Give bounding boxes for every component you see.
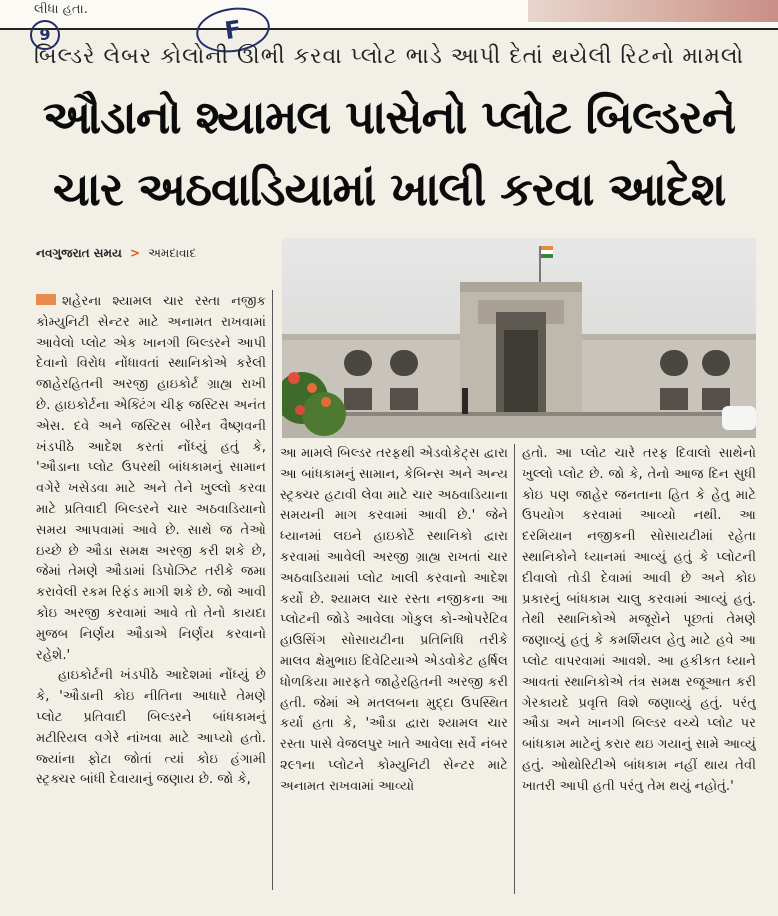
previous-photo-edge <box>528 0 778 22</box>
byline-source: નવગુજરાત સમય <box>36 246 122 260</box>
previous-story-tail: લીધા હતા. <box>34 2 88 17</box>
high-court-photo <box>282 238 756 438</box>
byline <box>36 246 196 261</box>
previous-story-strip <box>0 0 778 30</box>
article-column-2 <box>280 444 508 896</box>
page-number: 9 <box>39 25 51 44</box>
letter-mark-text: F <box>222 14 244 46</box>
column-1-paragraph-2: હાઇકોર્ટની ખંડપીઠે આદેશમાં નોંધ્યું છે કે, 'ઔડાની કોઇ નીતિના આધારે તેમણે પ્લોટ પ્રતિવાદી બિલ્ડરને બાંધકામનું મટીરિયલ વગેરે નાંખવા માટે આપ્યો હતો. જ્યાંના ફોટા જોતાં ત્યાં કોઇ હંગામી સ્ટ્રક્ચર બાંધી દેવાયાનું જણાય છે. જો કે, <box>36 668 266 788</box>
article-column-3 <box>522 444 756 896</box>
column-2-paragraph-1: આ મામલે બિલ્ડર તરફથી એડવોકેટ્સ દ્વારા આ બાંધકામનું સામાન, કેબિન્સ અને અન્ય સ્ટ્રક્ચર હટાવી લેવા માટે ચાર અઠવાડિયાના સમયની માગ કરવામાં આવી છે.' જેને ધ્યાનમાં લઇને હાઇકોર્ટે સ્થાનિકો દ્વારા કરવામાં આવેલી અરજી ગ્રાહ્ય રાખતાં ચાર અઠવાડિયામાં પ્લોટ ખાલી કરવાનો આદેશ કર્યો છે. શ્યામલ ચાર રસ્તા નજીકના આ પ્લોટની જોડે આવેલા ગોકુલ કો-ઓપરેટિવ હાઉસિંગ સોસાયટીના પ્રતિનિધિ તરીકે માલવ ક્ષેમુભાઇ દિવેટિયાએ એડવોકેટ હર્ષિલ ધોળકિયા મારફતે જાહેરહિતની અરજી કરી હતી. જેમાં એ મતલબના મુદ્દા ઉપસ્થિત કર્યા હતા કે, 'ઔડા દ્વારા શ્યામલ ચાર રસ્તા પાસે વેજલપુર ખાતે આવેલા સર્વે નંબર ૨૯૧ના પ્લોટને કોમ્યુનિટી સેન્ટર માટે અનામત રાખવામાં આવ્યો <box>280 446 508 794</box>
story-start-marker <box>36 294 56 305</box>
high-court-building-illustration <box>282 238 756 438</box>
headline-line-2: ચાર અઠવાડિયામાં ખાલી કરવા આદેશ <box>52 162 726 216</box>
headline-line-1: ઔડાનો શ્યામલ પાસેનો પ્લોટ બિલ્ડરને <box>42 90 736 144</box>
byline-city: અમદાવાદ <box>148 246 197 260</box>
kicker: બિલ્ડરે લેબર કોલોની ઊભી કરવા પ્લોટ ભાડે આપી દેતાં થયેલી રિટનો મામલો <box>33 44 745 69</box>
column-3-paragraph-1: હતો. આ પ્લોટ ચારે તરફ દિવાલો સાથેનો ખુલ્લો પ્લોટ છે. જો કે, તેનો આજ દિન સુધી કોઇ પણ જાહેર જનતાના હિત કે હેતુ માટે ઉપયોગ કરવામાં આવ્યો નથી. આ દરમિયાન નજીકની સોસાયટીમાં રહેતા સ્થાનિકોને ધ્યાનમાં આવ્યું હતું કે પ્લોટની દીવાલો તોડી દેવામાં આવી છે અને કોઇ પ્રકારનું બાંધકામ ચાલુ કરવામાં આવ્યું હતું. તેથી સ્થાનિકોએ મજૂરોને પૂછતાં તેમણે જણાવ્યું હતું કે કમર્શિયલ હેતુ માટે હવે આ પ્લોટ વાપરવામાં આવશે. આ હકીકત ધ્યાને આવતાં સ્થાનિકોએ તંત્ર સમક્ષ રજૂઆત કરી ગેરકાયદે પ્રવૃત્તિ વિશે જણાવ્યું હતું. પરંતુ ઔડા અને ખાનગી બિલ્ડર વચ્ચે પ્લોટ પર બાંધકામ માટેનું કરાર થઇ ગયાનું સામે આવ્યું હતું. ઓથોરિટીએ બાંધકામ નહીં થાય તેવી ખાતરી આપી હતી પરંતુ તેમ થયું નહોતું.' <box>522 446 756 794</box>
article-column-1 <box>36 292 266 896</box>
column-divider-2 <box>514 444 515 894</box>
byline-separator: > <box>130 246 141 260</box>
column-divider-1 <box>272 290 273 890</box>
column-1-paragraph-1: શહેરના શ્યામલ ચાર રસ્તા નજીક કોમ્યુનિટી સેન્ટર માટે અનામત રાખવામાં આવેલો પ્લોટ એક ખાનગી બિલ્ડરને આપી દેવાનો વિરોધ નોંધાવતાં સ્થાનિકોએ કરેલી જાહેરહિતની અરજી હાઇકોર્ટ ગ્રાહ્ય રાખી છે. હાઇકોર્ટના એક્ટિંગ ચીફ જસ્ટિસ અનંત એસ. દવે અને જસ્ટિસ બીરેન વૈષ્ણવની ખંડપીઠે આદેશ કરતાં નોંધ્યું હતું કે, 'ઔડાના પ્લોટ ઉપરથી બાંધકામનું સામાન વગેરે ખસેડવા માટે અને તેને ખુલ્લો કરવા માટે પ્રતિવાદી બિલ્ડરને ચાર અઠવાડિયાનો સમય આપવામાં આવે છે. સાથે જ તેઓ ઇચ્છે છે ઔડા સમક્ષ અરજી કરી શકે છે, જેમાં તેમણે ઔડામાં ડિપોઝિટ તરીકે જમા કરાવેલી રકમ રિફંડ માગી શકે છે. જો આવી કોઇ અરજી કરવામાં આવે તો તેનો કાયદા મુજબ નિર્ણય ઔડાએ નિર્ણય કરવાનો રહેશે.' <box>36 294 266 663</box>
